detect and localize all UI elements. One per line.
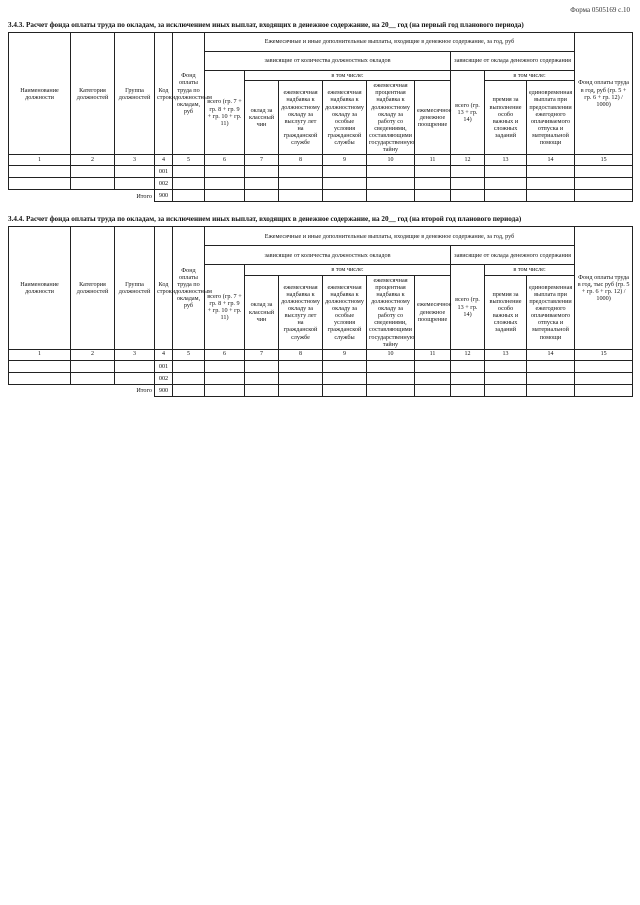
s1-table-row-002 xyxy=(9,178,633,190)
cell[interactable] xyxy=(367,190,415,202)
col-number: 6 xyxy=(205,155,245,166)
total-code: 900 xyxy=(155,384,173,396)
cell[interactable] xyxy=(485,360,527,372)
col-number: 3 xyxy=(115,349,155,360)
col-number: 12 xyxy=(451,349,485,360)
cell[interactable] xyxy=(575,190,633,202)
cell[interactable] xyxy=(115,372,155,384)
col-number: 7 xyxy=(245,349,279,360)
section-2-table xyxy=(8,226,633,396)
s2-col-10-header: ежемесячная процентная надбавка к должностному окладу за работу со сведениями, составляющими государственную тайну xyxy=(367,275,415,349)
col-number: 15 xyxy=(575,155,633,166)
s1-col-3-header: Группа должностей xyxy=(115,33,155,155)
s1-group-salary-header: зависящие от оклада денежного содержания xyxy=(451,52,575,71)
cell[interactable] xyxy=(279,190,323,202)
cell[interactable] xyxy=(245,360,279,372)
cell[interactable] xyxy=(451,360,485,372)
s1-col-10-header: ежемесячная процентная надбавка к должностному окладу за работу со сведениями, составляющими государственную тайну xyxy=(367,81,415,155)
col-number: 2 xyxy=(71,349,115,360)
s2-col-12-header: всего (гр. 13 + гр. 14) xyxy=(451,265,485,349)
cell[interactable] xyxy=(575,372,633,384)
cell[interactable] xyxy=(575,178,633,190)
cell[interactable] xyxy=(485,178,527,190)
s2-col-6-header: всего (гр. 7 + гр. 8 + гр. 9 + гр. 10 + гр. 11) xyxy=(205,265,245,349)
s2-col-13-header: премия за выполнение особо важных и сложных заданий xyxy=(485,275,527,349)
s1-col-7-header: оклад за классный чин xyxy=(245,81,279,155)
col-number: 14 xyxy=(527,155,575,166)
col-number: 4 xyxy=(155,155,173,166)
s2-group-extra-header: Ежемесячные и иные дополнительные выплаты, входящие в денежное содержание, за год, руб xyxy=(205,227,575,246)
col-number: 10 xyxy=(367,155,415,166)
s1-col-5-header: Фонд оплаты труда по должностным окладам, руб xyxy=(173,33,205,155)
cell[interactable] xyxy=(415,384,451,396)
s2-col-14-header: единовременная выплата при предоставлении ежегодного оплачиваемого отпуска и материальной помощи xyxy=(527,275,575,349)
cell[interactable] xyxy=(173,384,205,396)
cell[interactable] xyxy=(485,190,527,202)
s1-col-12-header: всего (гр. 13 + гр. 14) xyxy=(451,71,485,155)
col-number: 6 xyxy=(205,349,245,360)
s2-col-11-header: ежемесячное денежное поощрение xyxy=(415,275,451,349)
s2-total-row xyxy=(9,384,633,396)
cell[interactable] xyxy=(527,372,575,384)
s1-col-2-header: Категория должностей xyxy=(71,33,115,155)
s2-group-amount-header: зависящие от количества должностных окладов xyxy=(205,246,451,265)
cell[interactable] xyxy=(115,178,155,190)
col-number: 3 xyxy=(115,155,155,166)
col-number: 12 xyxy=(451,155,485,166)
s2-column-numbers-row xyxy=(9,349,633,360)
cell[interactable] xyxy=(323,178,367,190)
cell[interactable] xyxy=(575,384,633,396)
total-code: 900 xyxy=(155,190,173,202)
s2-in-that-number-b: в том числе: xyxy=(485,265,575,275)
col-number: 8 xyxy=(279,349,323,360)
cell[interactable] xyxy=(485,372,527,384)
s2-col-15-header: Фонд оплаты труда в год, тыс руб (гр. 5 + гр. 6 + гр. 12) / 1000) xyxy=(575,227,633,349)
s2-col-9-header: ежемесячная надбавка к должностному окладу за особые условия гражданской службы xyxy=(323,275,367,349)
s1-col-13-header: премия за выполнение особо важных и сложных заданий xyxy=(485,81,527,155)
col-number: 1 xyxy=(9,349,71,360)
s1-col-9-header: ежемесячная надбавка к должностному окладу за особые условия гражданской службы xyxy=(323,81,367,155)
cell[interactable] xyxy=(367,372,415,384)
cell[interactable] xyxy=(115,360,155,372)
cell[interactable] xyxy=(173,178,205,190)
col-number: 2 xyxy=(71,155,115,166)
s2-col-2-header: Категория должностей xyxy=(71,227,115,349)
cell[interactable] xyxy=(527,178,575,190)
s1-in-that-number-b: в том числе: xyxy=(485,71,575,81)
cell[interactable] xyxy=(323,372,367,384)
s2-in-that-number-a: в том числе: xyxy=(245,265,451,275)
cell[interactable] xyxy=(279,166,323,178)
cell[interactable] xyxy=(485,166,527,178)
cell[interactable] xyxy=(205,384,245,396)
cell[interactable] xyxy=(575,360,633,372)
s2-col-3-header: Группа должностей xyxy=(115,227,155,349)
s1-col-4-header: Код строки xyxy=(155,33,173,155)
cell[interactable] xyxy=(279,178,323,190)
total-label: Итого xyxy=(9,190,155,202)
cell[interactable] xyxy=(205,178,245,190)
cell[interactable] xyxy=(173,372,205,384)
row-code: 001 xyxy=(155,166,173,178)
cell[interactable] xyxy=(71,360,115,372)
cell[interactable] xyxy=(9,166,71,178)
col-number: 8 xyxy=(279,155,323,166)
col-number: 14 xyxy=(527,349,575,360)
s2-group-salary-header: зависящие от оклада денежного содержания xyxy=(451,246,575,265)
s2-col-4-header: Код строки xyxy=(155,227,173,349)
cell[interactable] xyxy=(527,384,575,396)
s1-total-row xyxy=(9,190,633,202)
s1-group-amount-header: зависящие от количества должностных окладов xyxy=(205,52,451,71)
cell[interactable] xyxy=(173,190,205,202)
cell[interactable] xyxy=(71,372,115,384)
cell[interactable] xyxy=(415,178,451,190)
form-code: Форма 0505169 с.10 xyxy=(570,6,630,14)
col-number: 15 xyxy=(575,349,633,360)
cell[interactable] xyxy=(415,372,451,384)
cell[interactable] xyxy=(245,384,279,396)
col-number: 9 xyxy=(323,349,367,360)
cell[interactable] xyxy=(323,190,367,202)
s2-col-8-header: ежемесячная надбавка к должностному окладу за выслугу лет на гражданской службе xyxy=(279,275,323,349)
s2-col-1-header: Наименование должности xyxy=(9,227,71,349)
cell[interactable] xyxy=(323,166,367,178)
cell[interactable] xyxy=(9,178,71,190)
cell[interactable] xyxy=(415,360,451,372)
s1-col-1-header: Наименование должности xyxy=(9,33,71,155)
cell[interactable] xyxy=(245,372,279,384)
s2-table-row-001 xyxy=(9,360,633,372)
total-label: Итого xyxy=(9,384,155,396)
col-number: 7 xyxy=(245,155,279,166)
cell[interactable] xyxy=(367,384,415,396)
s1-in-that-number-a: в том числе: xyxy=(245,71,451,81)
row-code: 002 xyxy=(155,178,173,190)
cell[interactable] xyxy=(279,384,323,396)
s2-col-7-header: оклад за классный чин xyxy=(245,275,279,349)
cell[interactable] xyxy=(485,384,527,396)
s1-col-11-header: ежемесячное денежное поощрение xyxy=(415,81,451,155)
col-number: 11 xyxy=(415,349,451,360)
s1-col-15-header: Фонд оплаты труда в год, руб (гр. 5 + гр. 6 + гр. 12) / 1000) xyxy=(575,33,633,155)
cell[interactable] xyxy=(451,372,485,384)
s1-group-extra-header: Ежемесячные и иные дополнительные выплаты, входящие в денежное содержание, за год, руб xyxy=(205,33,575,52)
cell[interactable] xyxy=(173,360,205,372)
cell[interactable] xyxy=(279,372,323,384)
cell[interactable] xyxy=(245,178,279,190)
section-2-title: 3.4.4. Расчет фонда оплаты труда по окладам, за исключением иных выплат, входящих в денежное содержание, на 20__ год (на второй год планового периода) xyxy=(8,215,522,224)
cell[interactable] xyxy=(173,166,205,178)
col-number: 4 xyxy=(155,349,173,360)
cell[interactable] xyxy=(451,384,485,396)
s1-table-row-001 xyxy=(9,166,633,178)
col-number: 11 xyxy=(415,155,451,166)
cell[interactable] xyxy=(71,178,115,190)
cell[interactable] xyxy=(9,372,71,384)
col-number: 5 xyxy=(173,155,205,166)
cell[interactable] xyxy=(367,360,415,372)
cell[interactable] xyxy=(323,360,367,372)
cell[interactable] xyxy=(415,166,451,178)
cell[interactable] xyxy=(415,190,451,202)
row-code: 001 xyxy=(155,360,173,372)
cell[interactable] xyxy=(527,190,575,202)
cell[interactable] xyxy=(9,360,71,372)
cell[interactable] xyxy=(245,166,279,178)
col-number: 1 xyxy=(9,155,71,166)
cell[interactable] xyxy=(451,190,485,202)
document-body xyxy=(8,18,632,397)
s1-col-14-header: единовременная выплата при предоставлении ежегодного оплачиваемого отпуска и материальной помощи xyxy=(527,81,575,155)
cell[interactable] xyxy=(527,360,575,372)
cell[interactable] xyxy=(451,178,485,190)
s2-col-5-header: Фонд оплаты труда по должностным окладам, руб xyxy=(173,227,205,349)
cell[interactable] xyxy=(71,166,115,178)
cell[interactable] xyxy=(575,166,633,178)
section-1-table xyxy=(8,32,633,202)
s1-col-6-header: всего (гр. 7 + гр. 8 + гр. 9 + гр. 10 + гр. 11) xyxy=(205,71,245,155)
cell[interactable] xyxy=(205,190,245,202)
col-number: 10 xyxy=(367,349,415,360)
cell[interactable] xyxy=(205,166,245,178)
col-number: 13 xyxy=(485,155,527,166)
col-number: 9 xyxy=(323,155,367,166)
section-1-title: 3.4.3. Расчет фонда оплаты труда по окладам, за исключением иных выплат, входящих в денежное содержание, на 20__ год (на первый год планового периода) xyxy=(8,21,524,29)
cell[interactable] xyxy=(115,166,155,178)
cell[interactable] xyxy=(245,190,279,202)
cell[interactable] xyxy=(451,166,485,178)
cell[interactable] xyxy=(367,166,415,178)
cell[interactable] xyxy=(205,372,245,384)
cell[interactable] xyxy=(205,360,245,372)
s1-col-8-header: ежемесячная надбавка к должностному окладу за выслугу лет на гражданской службе xyxy=(279,81,323,155)
cell[interactable] xyxy=(527,166,575,178)
cell[interactable] xyxy=(279,360,323,372)
col-number: 5 xyxy=(173,349,205,360)
col-number: 13 xyxy=(485,349,527,360)
cell[interactable] xyxy=(323,384,367,396)
s2-table-row-002 xyxy=(9,372,633,384)
row-code: 002 xyxy=(155,372,173,384)
cell[interactable] xyxy=(367,178,415,190)
s1-column-numbers-row xyxy=(9,155,633,166)
